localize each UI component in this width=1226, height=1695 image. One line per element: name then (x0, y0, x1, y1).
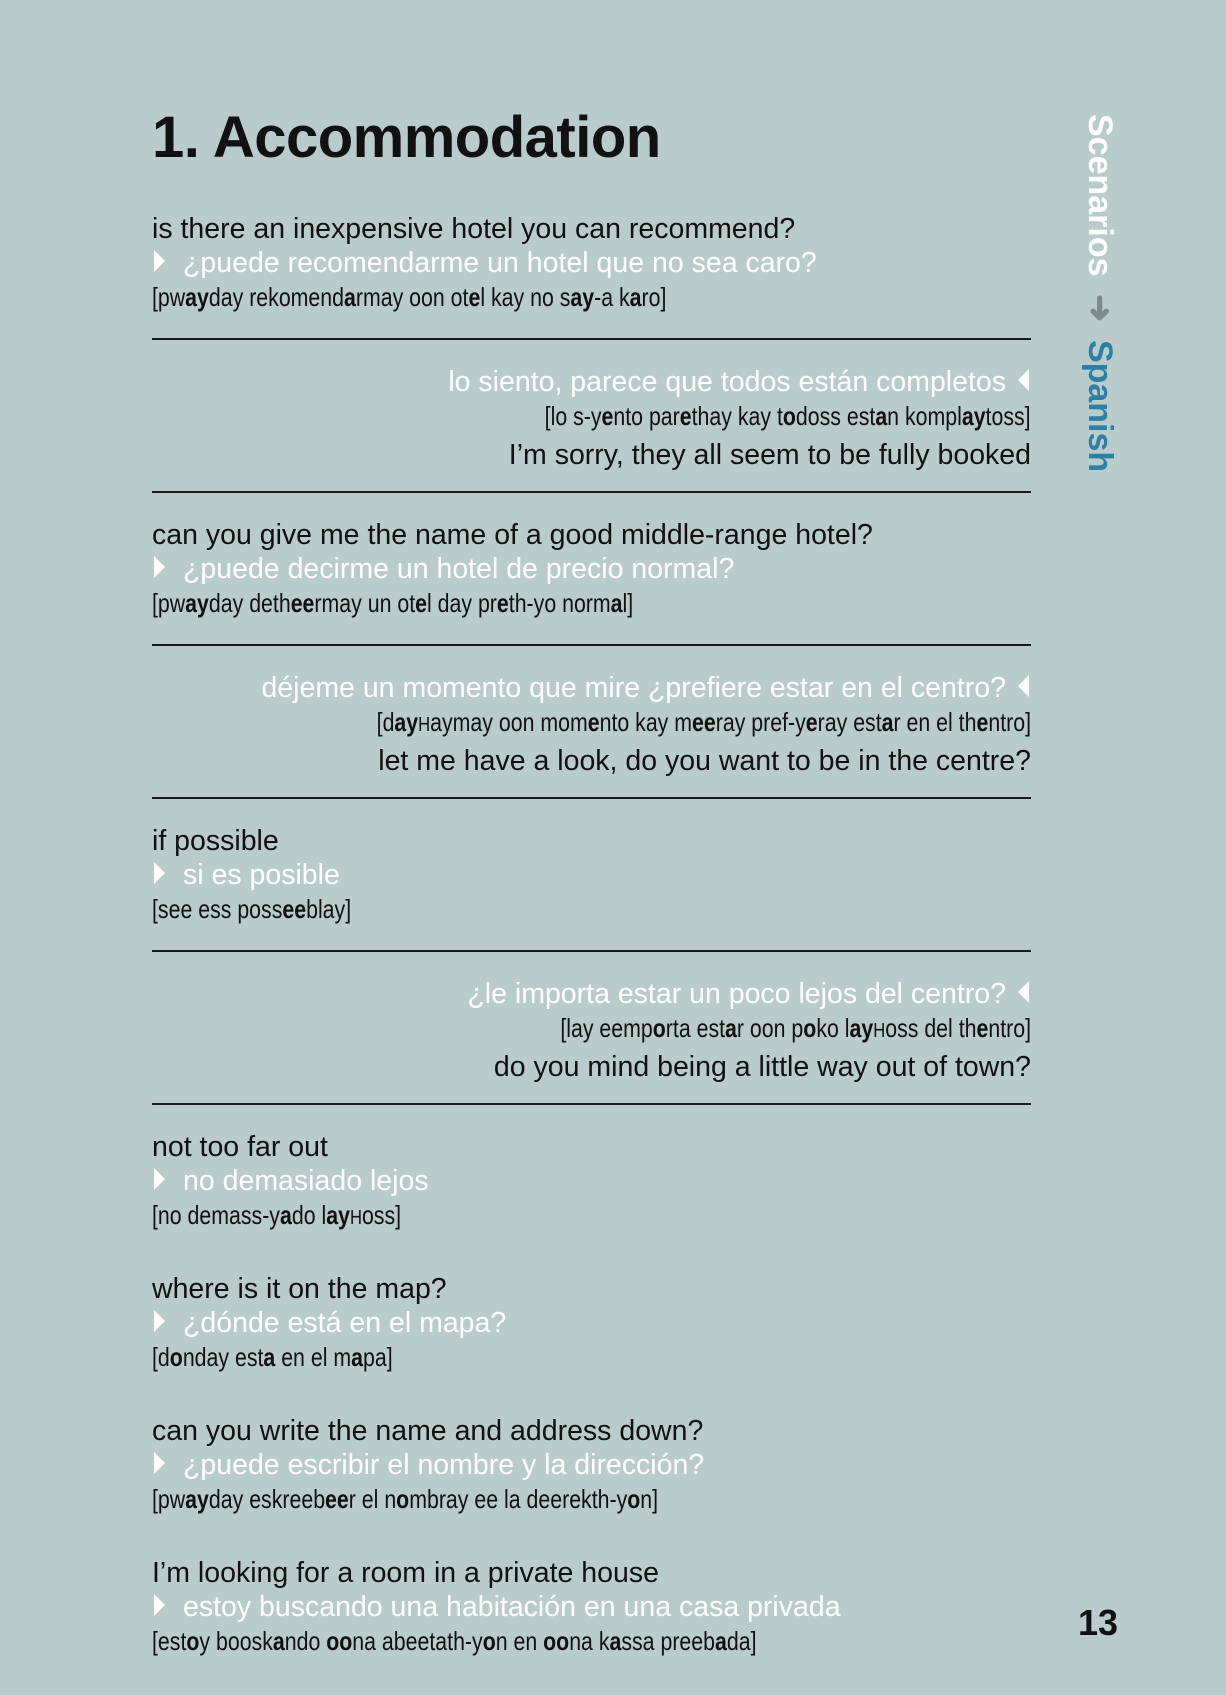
pron-stress: e (496, 588, 509, 618)
pron-segment: rta est (665, 1013, 726, 1043)
pron-stress: a (881, 707, 894, 737)
pron-segment: rmay oon ot (355, 282, 469, 312)
pron-segment: toss] (985, 401, 1031, 431)
pron-stress: o (652, 1013, 666, 1043)
pron-segment: oss del th (885, 1013, 977, 1043)
pron-stress: o (396, 1484, 410, 1514)
pron-segment: doss est (796, 401, 876, 431)
pronunciation (545, 399, 1031, 433)
pron-stress: o (186, 1626, 200, 1656)
spanish-phrase (152, 1590, 1031, 1624)
spanish-text: ¿puede recomendarme un hotel que no sea caro? (183, 247, 817, 279)
pron-segment: [see ess poss (152, 894, 283, 924)
pronunciation (152, 892, 351, 926)
spanish-text: estoy buscando una habitación en una casa privada (183, 1591, 841, 1623)
pron-stress: o (627, 1484, 641, 1514)
pron-segment: day deth (208, 588, 291, 618)
spanish-phrase (152, 365, 1031, 399)
pronunciation (152, 280, 666, 314)
pron-segment: do l (291, 1200, 327, 1230)
spanish-text: lo siento, parece que todos están completos (448, 366, 1006, 398)
pron-stress: a (629, 282, 642, 312)
pron-segment: ro] (641, 282, 667, 312)
pron-stress: a (344, 282, 356, 312)
pron-segment: blay] (306, 894, 352, 924)
arrow-right-icon: ➜ (1081, 293, 1119, 323)
pron-segment: ndo (284, 1626, 327, 1656)
pron-stress: e (976, 1013, 989, 1043)
phrase-entry (152, 820, 1031, 952)
pron-stress: a (725, 1013, 737, 1043)
pron-segment: nto kay m (599, 707, 693, 737)
pron-segment: th-yo norm (508, 588, 611, 618)
pron-segment: na k (569, 1626, 610, 1656)
pron-segment: [d (152, 1342, 170, 1372)
spanish-text: ¿le importa estar un poco lejos del centro? (467, 978, 1006, 1010)
triangle-right-icon (154, 250, 165, 272)
triangle-left-icon (1018, 369, 1029, 391)
pron-segment: r en el th (893, 707, 977, 737)
pron-stress: e (468, 282, 481, 312)
pron-segment: l kay no s (480, 282, 571, 312)
pron-segment: r oon p (736, 1013, 804, 1043)
pron-segment: [est (152, 1626, 187, 1656)
pron-stress: oo (543, 1626, 570, 1656)
pron-segment: thay kay t (692, 401, 784, 431)
pron-segment: day rekomend (208, 282, 345, 312)
pron-segment: nto par (613, 401, 681, 431)
page-number: 13 (1078, 1602, 1119, 1643)
pron-segment: y boosk (199, 1626, 273, 1656)
pron-small-cap: H (418, 714, 431, 736)
pron-stress: ay (326, 1200, 350, 1230)
pron-stress: e (587, 707, 600, 737)
spanish-text: ¿puede decirme un hotel de precio normal? (183, 553, 735, 585)
pron-segment: [d (376, 707, 395, 737)
pron-segment: nday est (182, 1342, 264, 1372)
english-phrase: let me have a look, do you want to be in the centre? (378, 745, 1031, 777)
triangle-right-icon (154, 1594, 165, 1616)
pron-stress: a (351, 1342, 363, 1372)
spanish-phrase (152, 977, 1031, 1011)
side-tab-scenarios: Scenarios (1081, 114, 1119, 277)
pron-segment: [pw (152, 588, 186, 618)
pron-stress: a (279, 1200, 292, 1230)
pron-segment: n kompl (887, 401, 963, 431)
pron-stress: a (263, 1342, 276, 1372)
spanish-text: ¿dónde está en el mapa? (183, 1307, 507, 1339)
english-phrase: do you mind being a little way out of town? (493, 1051, 1031, 1083)
english-phrase: can you write the name and address down? (152, 1415, 704, 1447)
pronunciation (152, 1624, 757, 1658)
triangle-right-icon (154, 862, 165, 884)
spanish-phrase (152, 1306, 1031, 1340)
pron-segment: ray est (817, 707, 882, 737)
spanish-phrase (152, 858, 1031, 892)
pron-stress: e (805, 707, 818, 737)
pronunciation (152, 1340, 393, 1374)
pron-stress: o (482, 1626, 496, 1656)
pron-segment: ntro] (988, 707, 1031, 737)
pron-stress: e (680, 401, 693, 431)
pron-stress: a (272, 1626, 285, 1656)
pron-segment: aymay oon mom (430, 707, 588, 737)
pronunciation (152, 586, 633, 620)
triangle-left-icon (1018, 675, 1029, 697)
pron-segment: l] (622, 588, 634, 618)
pron-segment: da] (726, 1626, 757, 1656)
pron-segment: day eskreeb (208, 1484, 326, 1514)
pron-segment: mbray ee la deerekth-y (409, 1484, 628, 1514)
english-phrase: is there an inexpensive hotel you can recommend? (152, 213, 796, 245)
pron-stress: e (415, 588, 427, 618)
pron-small-cap: H (349, 1207, 362, 1229)
spanish-text: no demasiado lejos (183, 1165, 429, 1197)
pron-segment: n en (495, 1626, 544, 1656)
phrase-entry (152, 1552, 1031, 1669)
triangle-right-icon (154, 1310, 165, 1332)
reply-entry (152, 973, 1031, 1105)
pron-segment: n] (640, 1484, 659, 1514)
pron-stress: ay (185, 588, 209, 618)
spanish-phrase (152, 671, 1031, 705)
pron-segment: -a k (594, 282, 630, 312)
english-phrase: where is it on the map? (152, 1273, 447, 1305)
english-phrase: I’m looking for a room in a private house (152, 1557, 659, 1589)
pron-small-cap: H (873, 1020, 886, 1042)
phrase-entry (152, 1126, 1031, 1243)
pron-stress: ay (394, 707, 419, 737)
pronunciation (152, 1482, 658, 1516)
triangle-right-icon (154, 1168, 165, 1190)
spanish-text: ¿puede escribir el nombre y la dirección? (183, 1449, 705, 1481)
side-tab-spanish: Spanish (1081, 339, 1119, 473)
pron-segment: rmay un ot (314, 588, 416, 618)
reply-entry (152, 667, 1031, 799)
pron-segment: r el n (348, 1484, 397, 1514)
pron-stress: a (875, 401, 888, 431)
pron-stress: ay (570, 282, 595, 312)
english-phrase: if possible (152, 825, 279, 857)
reply-entry (152, 361, 1031, 493)
english-phrase: can you give me the name of a good middle-range hotel? (152, 519, 873, 551)
pron-segment: ssa preeb (621, 1626, 715, 1656)
pronunciation (560, 1011, 1031, 1048)
triangle-right-icon (154, 556, 165, 578)
spanish-phrase (152, 1448, 1031, 1482)
pron-stress: ay (962, 401, 986, 431)
pron-stress: e (976, 707, 989, 737)
spanish-phrase (152, 1164, 1031, 1198)
pron-stress: oo (326, 1626, 353, 1656)
spanish-text: déjeme un momento que mire ¿prefiere estar en el centro? (261, 672, 1006, 704)
pron-stress: a (610, 588, 623, 618)
spanish-phrase (152, 246, 1031, 280)
phrase-entry (152, 1410, 1031, 1527)
pron-segment: [lay eemp (560, 1013, 653, 1043)
pron-stress: ee (325, 1484, 349, 1514)
pron-segment: pa] (362, 1342, 393, 1372)
pron-stress: o (803, 1013, 817, 1043)
section-side-tab (1082, 114, 1118, 472)
pron-segment: [no demass-y (152, 1200, 280, 1230)
spanish-text: si es posible (183, 859, 340, 891)
triangle-left-icon (1018, 981, 1029, 1003)
pron-stress: ay (185, 1484, 209, 1514)
pron-segment: oss] (361, 1200, 402, 1230)
pronunciation (152, 1198, 401, 1235)
pron-stress: ee (692, 707, 716, 737)
pron-segment: na abeetath-y (352, 1626, 483, 1656)
pron-stress: ay (849, 1013, 874, 1043)
pron-segment: [lo s-y (545, 401, 602, 431)
phrase-entry (152, 514, 1031, 646)
pron-stress: ee (282, 894, 307, 924)
pron-stress: o (783, 401, 797, 431)
phrase-list (152, 208, 1031, 1669)
pron-stress: ee (290, 588, 315, 618)
english-phrase: not too far out (152, 1131, 328, 1163)
pron-stress: a (714, 1626, 727, 1656)
page-title: 1. Accommodation (152, 105, 661, 170)
pron-stress: e (601, 401, 614, 431)
pron-segment: en el m (275, 1342, 352, 1372)
english-phrase: I’m sorry, they all seem to be fully booked (508, 439, 1031, 471)
pron-segment: ntro] (988, 1013, 1031, 1043)
pron-segment: l day pr (426, 588, 497, 618)
pron-segment: ray pref-y (715, 707, 806, 737)
pron-stress: a (609, 1626, 622, 1656)
triangle-right-icon (154, 1452, 165, 1474)
pronunciation (377, 705, 1031, 742)
pron-stress: ay (185, 282, 209, 312)
phrase-entry (152, 1268, 1031, 1385)
pron-segment: [pw (152, 1484, 186, 1514)
spanish-phrase (152, 552, 1031, 586)
pron-segment: ko l (816, 1013, 850, 1043)
pron-stress: o (169, 1342, 183, 1372)
pron-segment: [pw (152, 282, 186, 312)
phrase-entry (152, 208, 1031, 340)
